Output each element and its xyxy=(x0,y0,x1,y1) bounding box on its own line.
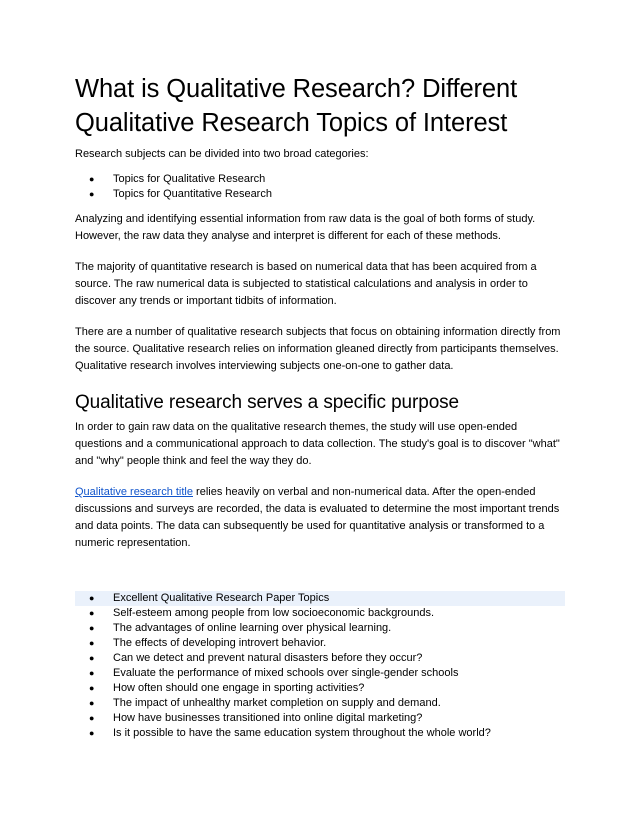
bullet-icon: ● xyxy=(89,623,95,633)
category-list xyxy=(75,172,565,202)
paragraph: Qualitative research title relies heavily on verbal and non-numerical data. After the open-ended discussions and surveys are recorded, the data is evaluated to determine the most important trends and data points. The data can subsequently be used for quantitative analysis or transformed to a numeric representation. xyxy=(75,486,560,549)
list-item: ● Topics for Quantitative Research xyxy=(89,188,272,200)
qualitative-research-title-link[interactable]: Qualitative research title xyxy=(75,486,193,498)
list-item: ● The impact of unhealthy market completion on supply and demand. xyxy=(89,697,441,709)
list-item: ● Evaluate the performance of mixed schools over single-gender schools xyxy=(89,667,459,679)
list-item: ● How have businesses transitioned into online digital marketing? xyxy=(89,712,423,724)
list-item: ● Is it possible to have the same education system throughout the whole world? xyxy=(89,727,491,739)
bullet-icon: ● xyxy=(89,593,95,603)
paragraph: Analyzing and identifying essential information from raw data is the goal of both forms of study. However, the raw data they analyse and interpret is different for each of these methods. xyxy=(75,213,536,242)
list-item: ● How often should one engage in sporting activities? xyxy=(89,682,365,694)
paragraph: There are a number of qualitative research subjects that focus on obtaining information directly from the source. Qualitative research relies on information gleaned directly from participants themselves. Qualitative research involves interviewing subjects one-on-one to gather data. xyxy=(75,326,561,372)
list-item: ● Excellent Qualitative Research Paper Topics xyxy=(75,591,565,606)
bullet-icon: ● xyxy=(89,728,95,738)
bullet-icon: ● xyxy=(89,683,95,693)
paragraph: In order to gain raw data on the qualitative research themes, the study will use open-ended questions and a communicational approach to data collection. The study's goal is to discover "what" and "why" people think and feel the way they do. xyxy=(75,421,560,467)
bullet-icon: ● xyxy=(89,653,95,663)
bullet-icon: ● xyxy=(89,638,95,648)
section-heading: Qualitative research serves a specific purpose xyxy=(75,392,460,413)
page-title: What is Qualitative Research? Different Qualitative Research Topics of Interest xyxy=(75,75,518,137)
paragraph: The majority of quantitative research is based on numerical data that has been acquired from a source. The raw numerical data is subjected to statistical calculations and analysis in order to discover any trends or important tidbits of information. xyxy=(75,261,537,307)
intro-text: Research subjects can be divided into two broad categories: xyxy=(75,148,369,160)
list-item: ● Self-esteem among people from low socioeconomic backgrounds. xyxy=(89,607,434,619)
bullet-icon: ● xyxy=(89,189,95,199)
bullet-icon: ● xyxy=(89,668,95,678)
topics-list xyxy=(75,591,565,741)
bullet-icon: ● xyxy=(89,608,95,618)
bullet-icon: ● xyxy=(89,174,95,184)
list-item: ● The effects of developing introvert behavior. xyxy=(89,637,327,649)
list-item: ● The advantages of online learning over physical learning. xyxy=(89,622,392,634)
bullet-icon: ● xyxy=(89,698,95,708)
bullet-icon: ● xyxy=(89,713,95,723)
document-page xyxy=(75,72,565,741)
list-item: ● Topics for Qualitative Research xyxy=(89,173,266,185)
list-item: ● Can we detect and prevent natural disasters before they occur? xyxy=(89,652,423,664)
